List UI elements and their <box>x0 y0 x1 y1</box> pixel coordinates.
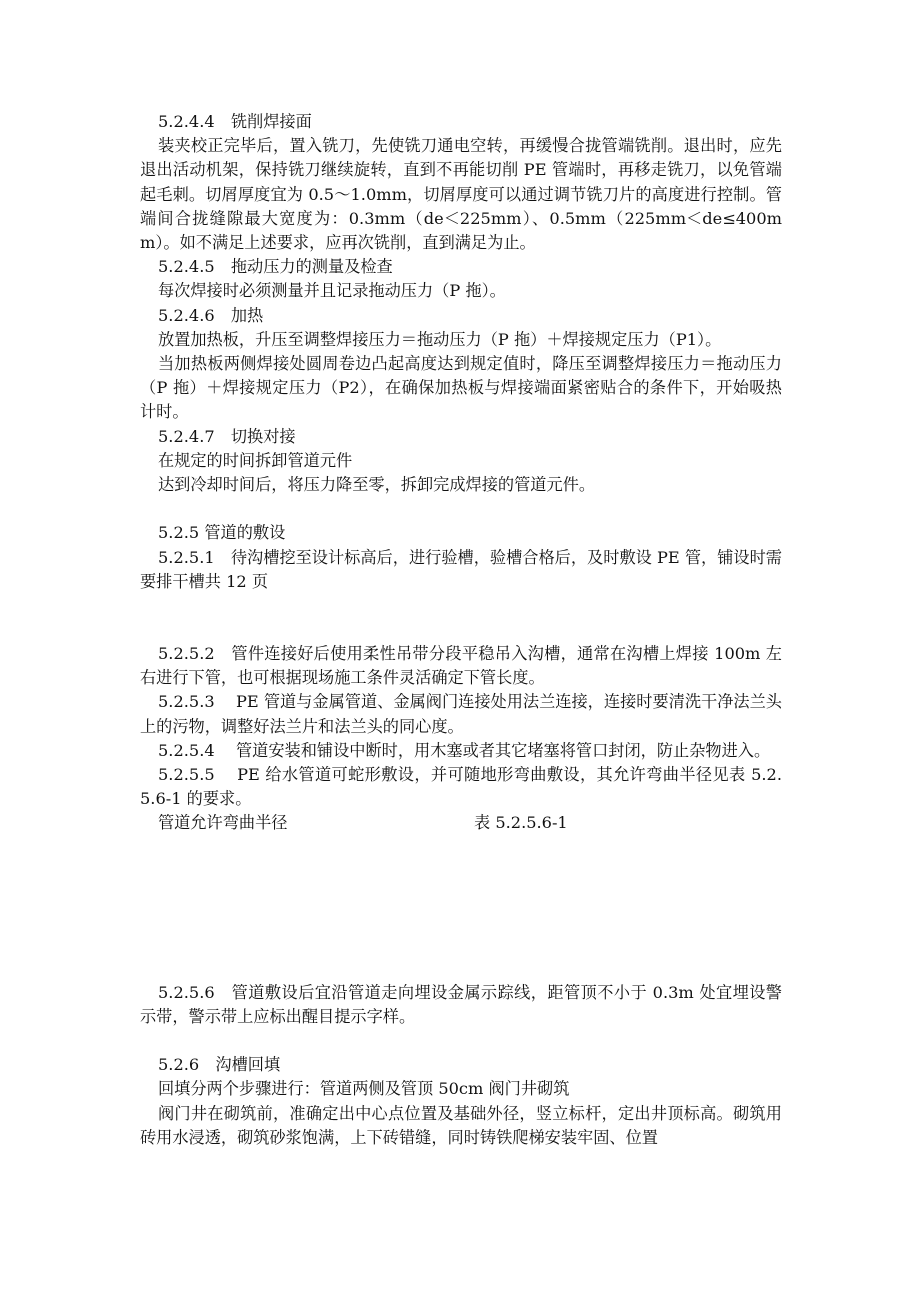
paragraph-5251: 5.2.5.1 待沟槽挖至设计标高后，进行验槽，验槽合格后，及时敷设 PE 管，铺设时需要排干槽共 12 页 <box>140 547 782 591</box>
paragraph-5256: 5.2.5.6 管道敷设后宜沿管道走向埋设金属示踪线，距管顶不小于 0.3m 处宜埋设警示带，警示带上应标出醒目提示字样。 <box>140 982 782 1026</box>
paragraph-5247-b: 达到冷却时间后，将压力降至零，拆卸完成焊接的管道元件。 <box>158 475 596 495</box>
paragraph-5246-a: 放置加热板，升压至调整焊接压力＝拖动压力（P 拖）＋焊接规定压力（P1）。 <box>158 329 722 349</box>
heading-526: 5.2.6 沟槽回填 <box>158 1055 281 1075</box>
table-caption-title: 管道允许弯曲半径 <box>158 813 288 833</box>
paragraph-5254: 5.2.5.4 管道安装和铺设中断时，用木塞或者其它堵塞将管口封闭，防止杂物进入。 <box>158 740 771 760</box>
paragraph-5252: 5.2.5.2 管件连接好后使用柔性吊带分段平稳吊入沟槽，通常在沟槽上焊接 100m 左右进行下管，也可根据现场施工条件灵活确定下管长度。 <box>140 644 782 688</box>
heading-5245: 5.2.4.5 拖动压力的测量及检查 <box>158 257 393 277</box>
paragraph-5245: 每次焊接时必须测量并且记录拖动压力（P 拖）。 <box>158 281 506 301</box>
paragraph-5244: 装夹校正完毕后，置入铣刀，先使铣刀通电空转，再缓慢合拢管端铣削。退出时，应先退出活动机架，保持铣刀继续旋转，直到不再能切削 PE 管端时，再移走铣刀，以免管端起毛刺。切屑厚度宜为 0.5～1.0mm，切屑厚度可以通过调节铣刀片的高度进行控制。管端间合拢缝隙最大宽度为：0.3mm（de＜225mm）、0.5mm（225mm＜de≤400mm）。如不满足上述要求，应再次铣削，直到满足为止。 <box>140 136 782 253</box>
spacer <box>140 1029 782 1053</box>
spacer <box>140 594 782 642</box>
paragraph-526-b: 阀门井在砌筑前，准确定出中心点位置及基础外径，竖立标杆，定出井顶标高。砌筑用砖用水浸透，砌筑砂浆饱满，上下砖错缝，同时铸铁爬梯安装牢固、位置 <box>140 1103 782 1147</box>
paragraph-5246-b: 当加热板两侧焊接处圆周卷边凸起高度达到规定值时，降压至调整焊接压力＝拖动压力（P 拖）＋焊接规定压力（P2），在确保加热板与焊接端面紧密贴合的条件下，开始吸热计时。 <box>140 354 782 422</box>
table-placeholder <box>140 836 782 981</box>
heading-5246: 5.2.4.6 加热 <box>158 305 264 325</box>
table-caption-number: 表 5.2.5.6-1 <box>474 813 568 833</box>
heading-525: 5.2.5 管道的敷设 <box>158 523 286 543</box>
paragraph-5255: 5.2.5.5 PE 给水管道可蛇形敷设，并可随地形弯曲敷设，其允许弯曲半径见表 5.2.5.6-1 的要求。 <box>140 765 782 809</box>
paragraph-526-a: 回填分两个步骤进行：管道两侧及管顶 50cm 阀门井砌筑 <box>158 1079 570 1099</box>
spacer <box>140 497 782 521</box>
document-page <box>140 110 782 1150</box>
paragraph-5253: 5.2.5.3 PE 管道与金属管道、金属阀门连接处用法兰连接，连接时要清洗干净法兰头上的污物，调整好法兰片和法兰头的同心度。 <box>140 692 782 736</box>
heading-5244: 5.2.4.4 铣削焊接面 <box>158 112 312 131</box>
paragraph-5247-a: 在规定的时间拆卸管道元件 <box>158 450 353 470</box>
table-caption <box>140 811 782 835</box>
heading-5247: 5.2.4.7 切换对接 <box>158 426 296 446</box>
